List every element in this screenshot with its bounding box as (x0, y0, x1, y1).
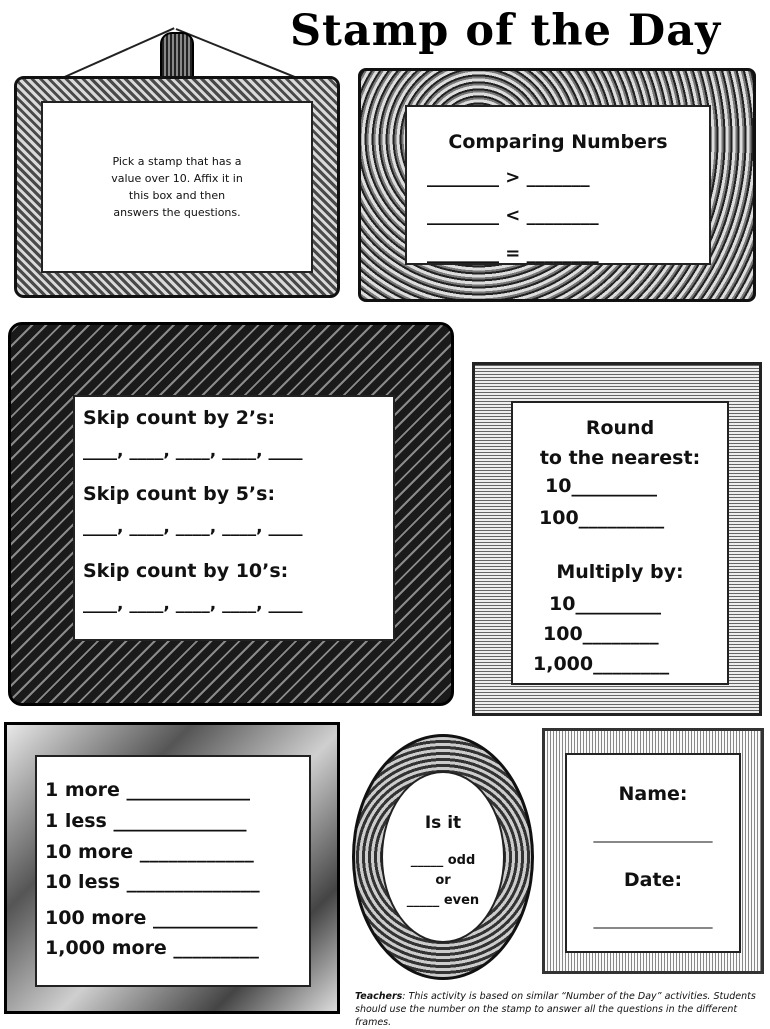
skip-count-frame (8, 322, 454, 706)
more-less-row-1[interactable]: 1 more _____________ (45, 779, 251, 801)
odd-even-frame (352, 734, 534, 980)
instruction-line-1: Pick a stamp that has a (112, 155, 242, 168)
skip-count-10-heading: Skip count by 10’s: (83, 560, 289, 582)
comparing-equal-row[interactable]: ________ = ________ (427, 243, 599, 264)
round-heading-1: Round (585, 417, 655, 439)
more-less-box (35, 755, 311, 987)
teachers-label: Teachers (355, 991, 403, 1002)
round-heading-2: to the nearest: (539, 447, 701, 469)
even-field[interactable]: _____ even (406, 893, 480, 908)
round-frame (472, 362, 762, 716)
comparing-frame (358, 68, 756, 302)
date-field[interactable]: _________________ (593, 913, 713, 929)
more-less-row-5[interactable]: 100 more ___________ (45, 907, 258, 929)
skip-count-10-blanks[interactable]: ____, ____, ____, ____, ____ (83, 594, 303, 614)
stamp-frame (14, 76, 340, 298)
round-100-field[interactable]: 100_________ (539, 507, 665, 529)
instruction-line-4: answers the questions. (113, 206, 241, 219)
name-date-box (565, 753, 741, 953)
skip-count-2-heading: Skip count by 2’s: (83, 407, 276, 429)
more-less-row-6[interactable]: 1,000 more _________ (45, 937, 259, 959)
more-less-frame (4, 722, 340, 1014)
skip-count-2-blanks[interactable]: ____, ____, ____, ____, ____ (83, 441, 303, 461)
more-less-row-4[interactable]: 10 less ______________ (45, 871, 260, 893)
multiply-1000-field[interactable]: 1,000________ (533, 653, 670, 675)
odd-even-heading: Is it (424, 813, 462, 833)
teachers-note-text: : This activity is based on similar “Number of the Day” activities. Students should use the number on the stamp to answer all the questions in the different frames. (355, 991, 756, 1028)
comparing-heading: Comparing Numbers (448, 131, 668, 153)
round-box (511, 401, 729, 685)
stamp-box[interactable] (41, 101, 313, 273)
odd-even-box (381, 771, 505, 943)
comparing-less-row[interactable]: ________ < ________ (427, 205, 599, 226)
instruction-line-2: value over 10. Affix it in (111, 172, 243, 185)
round-10-field[interactable]: 10_________ (545, 475, 657, 497)
name-field[interactable]: _________________ (593, 827, 713, 843)
date-label: Date: (623, 869, 683, 891)
multiply-heading: Multiply by: (556, 561, 684, 583)
comparing-greater-row[interactable]: ________ > _______ (427, 167, 590, 188)
skip-count-5-blanks[interactable]: ____, ____, ____, ____, ____ (83, 517, 303, 537)
multiply-10-field[interactable]: 10_________ (549, 593, 661, 615)
instruction-line-3: this box and then (128, 189, 226, 202)
name-date-frame (542, 728, 764, 974)
hanger-cord-left (60, 27, 175, 80)
more-less-row-2[interactable]: 1 less ______________ (45, 810, 247, 832)
skip-count-5-heading: Skip count by 5’s: (83, 483, 276, 505)
page-title: Stamp of the Day (290, 6, 722, 56)
teachers-note (355, 990, 765, 1029)
comparing-box (405, 105, 711, 265)
skip-count-box (73, 395, 395, 641)
odd-field[interactable]: _____ odd (410, 853, 476, 868)
multiply-100-field[interactable]: 100________ (543, 623, 659, 645)
more-less-row-3[interactable]: 10 more ____________ (45, 841, 254, 863)
or-label: or (435, 873, 451, 888)
name-label: Name: (618, 783, 688, 805)
